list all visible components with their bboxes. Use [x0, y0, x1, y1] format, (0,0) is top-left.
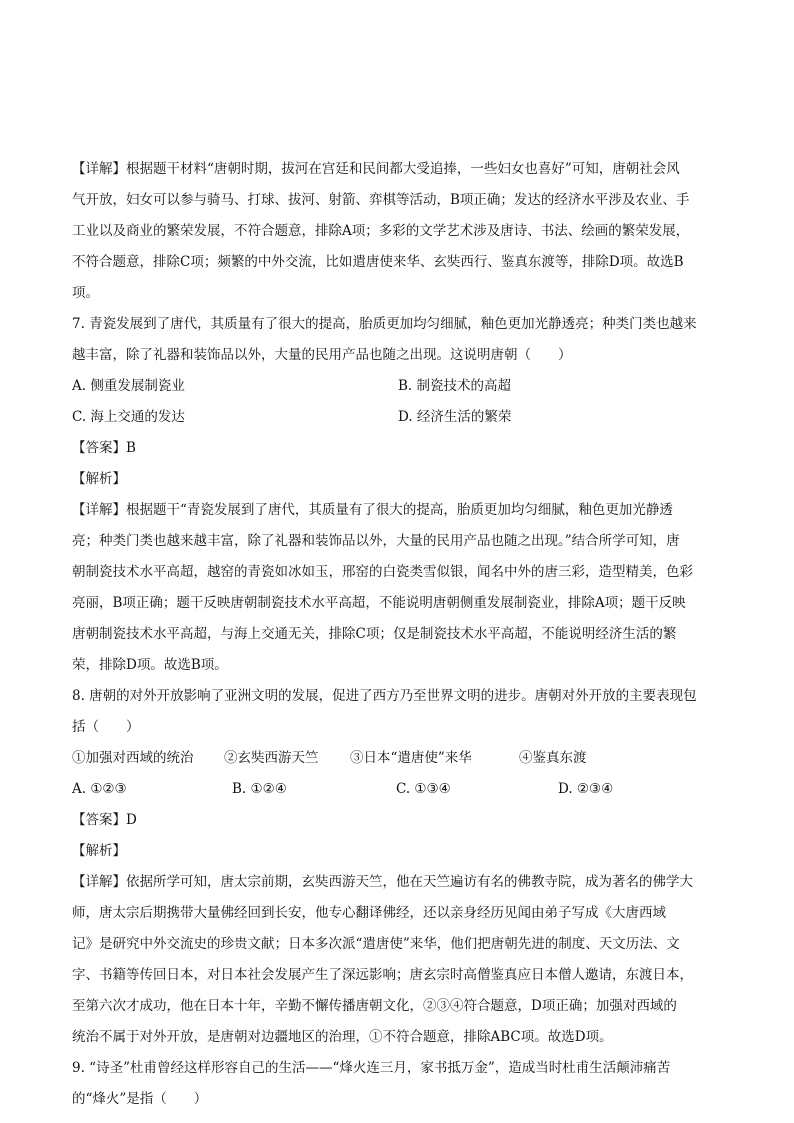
q9-stem: [72, 1053, 724, 1115]
q8-detail-line: 统治不属于对外开放，是唐朝对边疆地区的治理，①不符合题意，排除ABC项。故选D项。: [72, 1029, 613, 1045]
q8-option-d: D. ②③④: [558, 781, 614, 797]
q8-detail-line: 师，唐太宗后期携带大量佛经回到长安，他专心翻译佛经，还以亲身经历见闻由弟子写成《大唐西域: [72, 905, 666, 921]
q6-detail: [72, 154, 724, 309]
q8-item-1: ①加强对西域的统治: [72, 750, 194, 766]
q7-stem-line: 越丰富，除了礼器和装饰品以外，大量的民用产品也随之出现。这说明唐朝（ ）: [72, 347, 572, 363]
q8-items-row: [72, 743, 724, 774]
q8-analysis-label: 【解析】: [72, 843, 126, 859]
q6-detail-line: 工业以及商业的繁荣发展，不符合题意，排除A项；多彩的文学艺术涉及唐诗、书法、绘画的繁荣发展，: [72, 223, 690, 239]
q7-detail-line: 亮丽，B项正确；题干反映唐朝制瓷技术水平高超，不能说明唐朝侧重发展制瓷业，排除A项；题干反映: [72, 595, 686, 611]
q9-stem-line: 9. “诗圣”杜甫曾经这样形容自己的生活——“烽火连三月，家书抵万金”，造成当时杜甫生活颠沛痛苦: [72, 1060, 671, 1076]
q7-option-b: B. 制瓷技术的高超: [398, 378, 512, 394]
q6-detail-line: 气开放，妇女可以参与骑马、打球、拔河、射箭、弈棋等活动，B项正确；发达的经济水平涉及农业、手: [72, 192, 690, 208]
q8-answer: 【答案】D: [72, 812, 137, 828]
q8-stem-line: 括（ ）: [72, 719, 140, 735]
q8-detail-line: 字、书籍等传回日本，对日本社会发展产生了深远影响；唐玄宗时高僧鉴真应日本僧人邀请，东渡日本，: [72, 967, 693, 983]
q8-option-b: B. ①②④: [232, 781, 287, 797]
q8-item-4: ④鉴真东渡: [519, 750, 587, 766]
q8-stem: [72, 681, 724, 743]
q7-analysis-label: 【解析】: [72, 471, 126, 487]
q8-detail-line: 记》是研究中外交流史的珍贵文献；日本多次派“遣唐使”来华，他们把唐朝先进的制度、天文历法、文: [72, 936, 680, 952]
q8-detail-line: 【详解】依据所学可知，唐太宗前期，玄奘西游天竺，他在天竺遍访有名的佛教寺院，成为著名的佛学大: [72, 874, 693, 890]
q6-detail-line: 【详解】根据题干材料“唐朝时期，拔河在宫廷和民间都大受追捧，一些妇女也喜好”可知，唐朝社会风: [72, 161, 680, 177]
q9-stem-line: 的“烽火”是指（ ）: [72, 1091, 208, 1107]
q6-detail-line: 项。: [72, 285, 99, 301]
q7-detail-line: 亮；种类门类也越来越丰富，除了礼器和装饰品以外，大量的民用产品也随之出现。”结合所学可知，唐: [72, 533, 680, 549]
q7-option-a: A. 侧重发展制瓷业: [72, 378, 185, 394]
q8-option-a: A. ①②③: [72, 781, 127, 797]
q7-stem-line: 7. 青瓷发展到了唐代，其质量有了很大的提高，胎质更加均匀细腻，釉色更加光静透亮；种类门类也越来: [72, 316, 697, 332]
q7-solution: [72, 433, 724, 681]
q7-option-d: D. 经济生活的繁荣: [398, 409, 512, 425]
q7-option-c: C. 海上交通的发达: [72, 409, 185, 425]
q8-solution: [72, 805, 724, 1053]
q8-option-c: C. ①③④: [396, 781, 451, 797]
q7-detail-line: 【详解】根据题干“青瓷发展到了唐代，其质量有了很大的提高，胎质更加均匀细腻，釉色更加光静透: [72, 502, 673, 518]
q6-detail-line: 不符合题意，排除C项；频繁的中外交流，比如遣唐使来华、玄奘西行、鉴真东渡等，排除D项。故选B: [72, 254, 684, 270]
q8-options-row: [72, 774, 724, 805]
q8-detail-line: 至第六次才成功，他在日本十年，辛勤不懈传播唐朝文化，②③④符合题意，D项正确；加强对西域的: [72, 998, 677, 1014]
q7-options-row-1: [72, 371, 724, 402]
q7-detail-line: 荣，排除D项。故选B项。: [72, 657, 228, 673]
q8-item-2: ②玄奘西游天竺: [224, 750, 319, 766]
q7-detail-line: 唐朝制瓷技术水平高超，与海上交通无关，排除C项；仅是制瓷技术水平高超，不能说明经济生活的繁: [72, 626, 677, 642]
q7-options-row-2: [72, 402, 724, 433]
q7-answer: 【答案】B: [72, 440, 136, 456]
q8-item-3: ③日本“遣唐使”来华: [350, 750, 472, 766]
q7-detail-line: 朝制瓷技术水平高超，越窑的青瓷如冰如玉，邢窑的白瓷类雪似银，闻名中外的唐三彩，造型精美，色彩: [72, 564, 693, 580]
q7-stem: [72, 309, 724, 371]
q8-stem-line: 8. 唐朝的对外开放影响了亚洲文明的发展，促进了西方乃至世界文明的进步。唐朝对外开放的主要表现包: [72, 688, 697, 704]
